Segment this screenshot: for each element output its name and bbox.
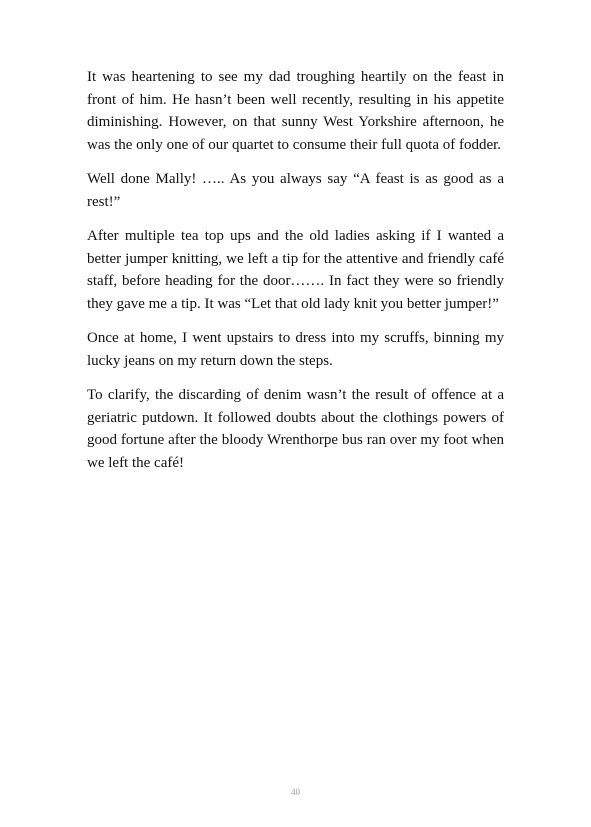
paragraph-1: It was heartening to see my dad troughing heartily on the feast in front of him. He hasn’t been well recently, resulting in his appetite diminishing. However, on that sunny West Yorkshire afternoon, he was the only one of our quartet to consume their full quota of fodder.: [87, 69, 504, 153]
paragraph-2: Well done Mally! ….. As you always say “A feast is as good as a rest!”: [87, 171, 504, 210]
paragraph-5: To clarify, the discarding of denim wasn’t the result of offence at a geriatric putdown. It followed doubts about the clothings powers of good fortune after the bloody Wrenthorpe bus ran over my foot when we left the café!: [87, 387, 504, 471]
paragraph-3: After multiple tea top ups and the old ladies asking if I wanted a better jumper knitting, we left a tip for the attentive and friendly café staff, before heading for the door……. In fact they were so friendly they gave me a tip. It was “Let that old lady knit you better jumper!”: [87, 228, 504, 312]
page-number: 40: [291, 787, 300, 797]
paragraph-4: Once at home, I went upstairs to dress into my scruffs, binning my lucky jeans on my return down the steps.: [87, 330, 504, 369]
body-text: [87, 66, 504, 486]
